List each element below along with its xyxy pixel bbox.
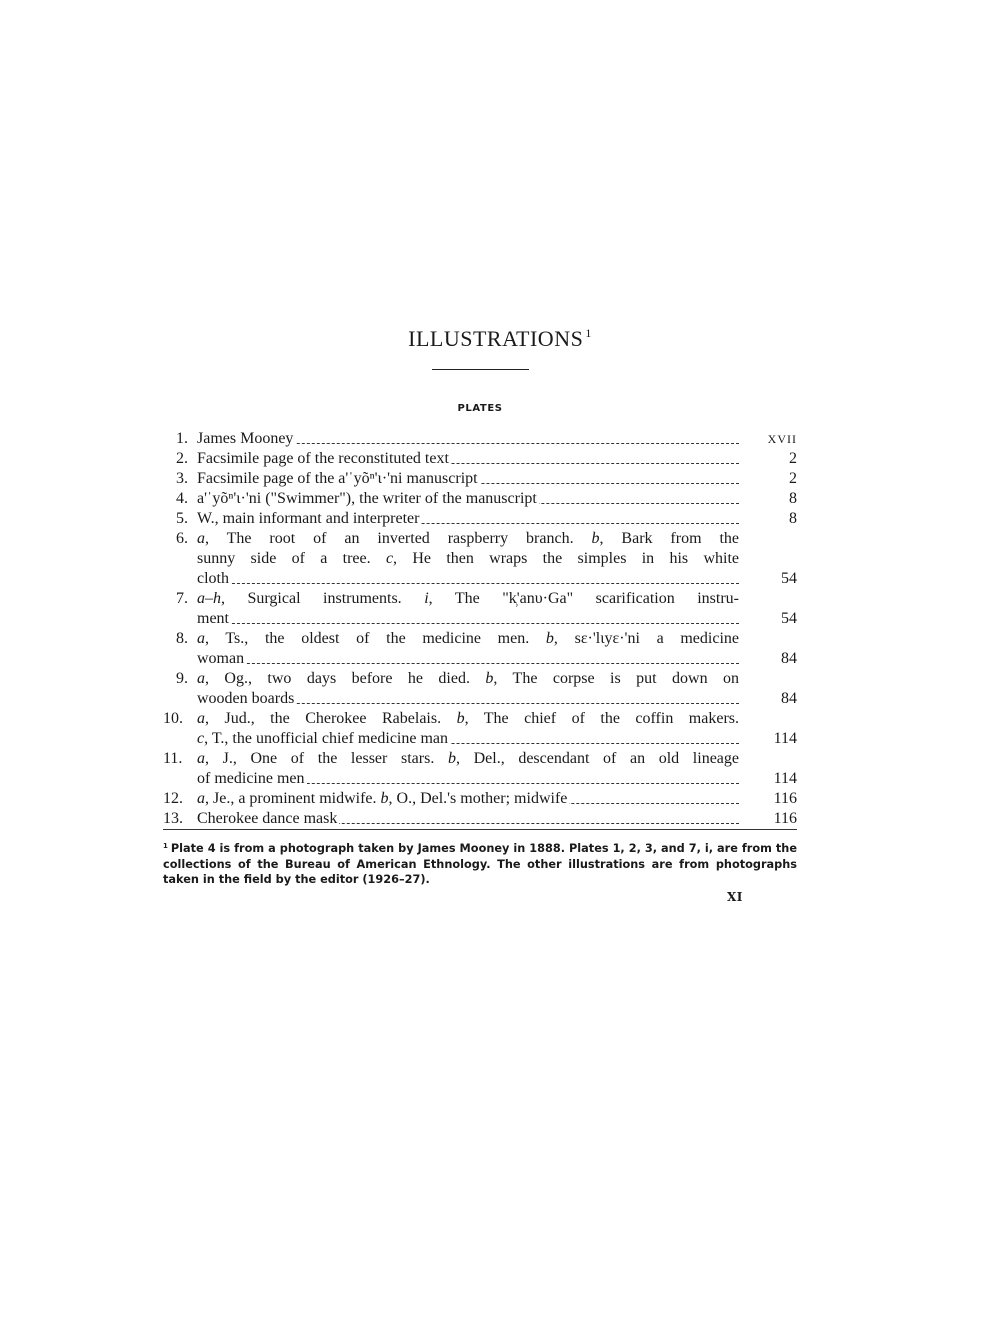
plate-number: 10. bbox=[163, 710, 183, 727]
enumerator: a bbox=[197, 710, 205, 727]
section-heading: PLATES bbox=[457, 403, 503, 414]
plate-caption-line bbox=[197, 769, 797, 789]
plate-entry bbox=[163, 669, 797, 709]
plate-caption-line bbox=[197, 509, 797, 529]
page-number: XI bbox=[727, 890, 743, 904]
enumerator: a bbox=[197, 530, 205, 547]
plate-page-number: 8 bbox=[739, 509, 797, 529]
plate-caption-text: a, J., One of the lesser stars. b, Del., descendant of an old lineage bbox=[197, 750, 740, 767]
plate-number: 1. bbox=[176, 430, 188, 447]
plate-entry bbox=[163, 789, 797, 809]
plate-caption-text: woman bbox=[197, 650, 245, 667]
plate-entry bbox=[163, 589, 797, 629]
enumerator: b bbox=[456, 710, 465, 727]
plate-number: 12. bbox=[163, 790, 183, 807]
plate-caption-text: a–h, Surgical instruments. i, The "k̹'anυ·Ga" scarification instru- bbox=[197, 590, 739, 607]
footnote-mark: 1 bbox=[163, 842, 168, 850]
title-rule bbox=[432, 369, 529, 370]
plate-caption-text: W., main informant and interpreter bbox=[197, 510, 420, 527]
footnote-mark: 1 bbox=[585, 326, 592, 340]
plate-entry bbox=[163, 529, 797, 589]
enumerator: b bbox=[485, 670, 494, 687]
enumerator: c bbox=[197, 730, 205, 747]
plate-caption-text: of medicine men bbox=[197, 770, 305, 787]
plate-entry bbox=[163, 489, 797, 509]
enumerator: b bbox=[591, 530, 600, 547]
enumerator: b bbox=[447, 750, 456, 767]
plate-caption-text: a, Jud., the Cherokee Rabelais. b, The chief of the coffin makers. bbox=[197, 710, 740, 727]
plate-caption-line bbox=[197, 649, 797, 669]
page-title bbox=[0, 326, 1000, 352]
enumerator: a bbox=[197, 750, 205, 767]
footnote bbox=[163, 839, 797, 888]
plate-caption-line bbox=[197, 609, 797, 629]
plate-page-number: 54 bbox=[739, 609, 797, 629]
plate-caption-line bbox=[197, 729, 797, 749]
plate-caption-text: James Mooney bbox=[197, 430, 294, 447]
enumerator: c bbox=[385, 550, 394, 567]
plate-caption-line bbox=[197, 489, 797, 509]
plate-caption-line bbox=[197, 429, 797, 449]
plate-caption-line bbox=[197, 629, 797, 649]
enumerator: a bbox=[197, 630, 205, 647]
plate-caption-line bbox=[197, 789, 797, 809]
plate-number: 11. bbox=[163, 750, 183, 767]
footnote-rule bbox=[163, 829, 797, 830]
plate-caption-text: c, T., the unofficial chief medicine man bbox=[197, 730, 449, 747]
plate-caption-line bbox=[197, 449, 797, 469]
plate-entry bbox=[163, 429, 797, 449]
plate-caption-text: cloth bbox=[197, 570, 229, 587]
plate-caption-line bbox=[197, 569, 797, 589]
plate-caption-text: sunny side of a tree. c, He then wraps the simples in his white bbox=[197, 550, 740, 567]
plate-page-number: 114 bbox=[739, 729, 797, 749]
plate-number: 6. bbox=[176, 530, 188, 547]
plate-entry bbox=[163, 709, 797, 749]
plate-number: 9. bbox=[176, 670, 188, 687]
plate-caption-line bbox=[197, 549, 797, 569]
plate-number: 2. bbox=[176, 450, 188, 467]
enumerator: a bbox=[197, 670, 205, 687]
plate-number: 8. bbox=[176, 630, 188, 647]
enumerator: i bbox=[424, 590, 429, 607]
plate-caption-text: ment bbox=[197, 610, 229, 627]
enumerator: b bbox=[380, 790, 389, 807]
plate-page-number: 116 bbox=[739, 809, 797, 829]
plate-caption-line bbox=[197, 589, 797, 609]
plate-caption-line bbox=[197, 669, 797, 689]
plate-page-number: 2 bbox=[739, 469, 797, 489]
plate-entry bbox=[163, 449, 797, 469]
plate-entry bbox=[163, 629, 797, 669]
plate-caption-text: a, Ts., the oldest of the medicine men. b, sε·'lιyε·'ni a medicine bbox=[197, 630, 740, 647]
plate-caption-line bbox=[197, 809, 797, 829]
enumerator: b bbox=[545, 630, 554, 647]
plate-entry bbox=[163, 509, 797, 529]
plate-caption-text: a, Og., two days before he died. b, The corpse is put down on bbox=[197, 670, 740, 687]
plate-caption-text: a, The root of an inverted raspberry branch. b, Bark from the bbox=[197, 530, 740, 547]
plate-entry bbox=[163, 469, 797, 489]
enumerator: a bbox=[197, 790, 205, 807]
plate-caption-text: a'ˈyõⁿ'ι·'ni ("Swimmer"), the writer of the manuscript bbox=[197, 490, 537, 507]
plate-list bbox=[163, 429, 797, 829]
plate-page-number: 2 bbox=[739, 449, 797, 469]
plate-page-number: 54 bbox=[739, 569, 797, 589]
plate-page-number: 84 bbox=[739, 689, 797, 709]
plate-caption-line bbox=[197, 689, 797, 709]
plate-caption-text: a, Je., a prominent midwife. b, O., Del.'s mother; midwife bbox=[197, 790, 568, 807]
plate-entry bbox=[163, 749, 797, 789]
plate-caption-line bbox=[197, 709, 797, 729]
plate-caption-text: Facsimile page of the a'ˈyõⁿ'ι·'ni manuscript bbox=[197, 470, 478, 487]
plate-number: 5. bbox=[176, 510, 188, 527]
plate-page-number: 8 bbox=[739, 489, 797, 509]
plate-caption-line bbox=[197, 529, 797, 549]
plate-page-number: XVII bbox=[739, 429, 797, 449]
plate-entry bbox=[163, 809, 797, 829]
enumerator: a–h bbox=[197, 590, 221, 607]
plate-caption-text: Facsimile page of the reconstituted text bbox=[197, 450, 449, 467]
plate-number: 4. bbox=[176, 490, 188, 507]
plate-page-number: 116 bbox=[739, 789, 797, 809]
footnote-text: Plate 4 is from a photograph taken by James Mooney in 1888. Plates 1, 2, 3, and 7, i, are from the collections of the Bureau of American Ethnology. The other illustrations are from photographs taken in the field by the editor (1926–27). bbox=[163, 842, 797, 886]
plate-number: 3. bbox=[176, 470, 188, 487]
title-text: ILLUSTRATIONS bbox=[408, 326, 584, 351]
plate-page-number: 114 bbox=[739, 769, 797, 789]
plate-number: 7. bbox=[176, 590, 188, 607]
plate-caption-line bbox=[197, 749, 797, 769]
plate-caption-text: wooden boards bbox=[197, 690, 295, 707]
plate-caption-text: Cherokee dance mask bbox=[197, 810, 338, 827]
plate-number: 13. bbox=[163, 810, 183, 827]
plate-page-number: 84 bbox=[739, 649, 797, 669]
plate-caption-line bbox=[197, 469, 797, 489]
